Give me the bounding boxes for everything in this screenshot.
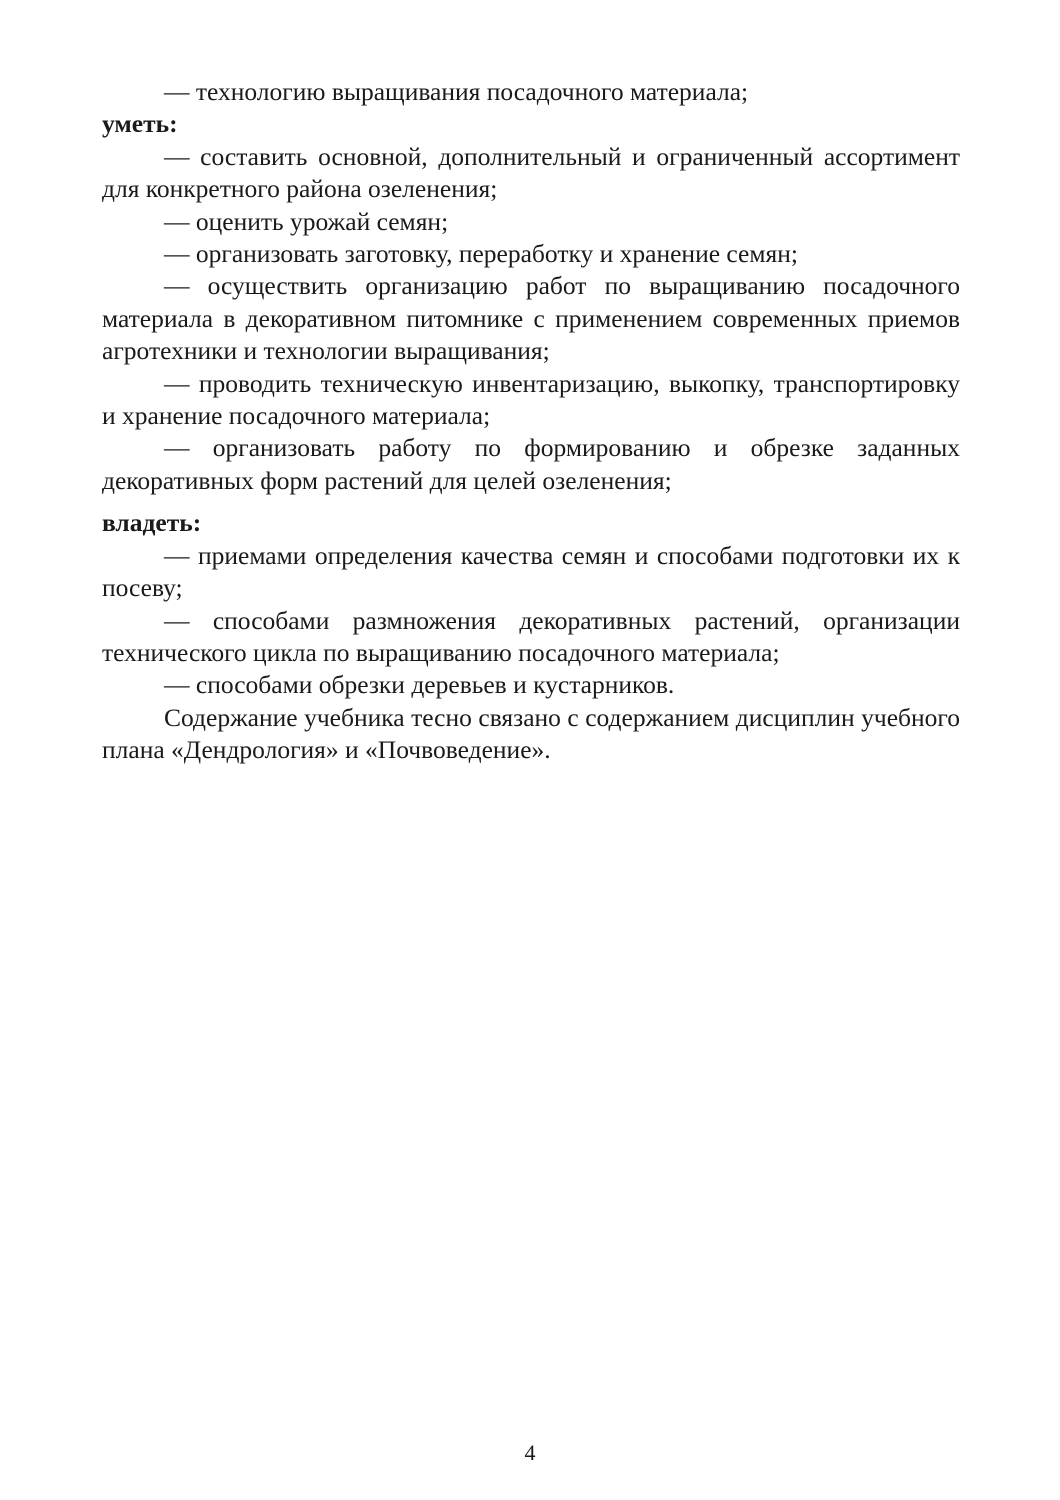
section-heading-umet: уметь: [102, 109, 178, 139]
list-item: — составить основной, дополнительный и ограниченный ассортимент для конкретного района озеленения; [102, 141, 960, 204]
page-number: 4 [524, 1440, 536, 1465]
page-content [102, 76, 960, 767]
list-item: — приемами определения качества семян и способами подготовки их к посеву; [102, 540, 960, 603]
body-paragraph: Содержание учебника тесно связано с содержанием дисциплин учебного плана «Дендрология» и «Почвоведение». [102, 702, 960, 765]
list-item: — оценить урожай семян; [164, 206, 449, 236]
list-item: — организовать заготовку, переработку и хранение семян; [164, 239, 798, 269]
list-item: — организовать работу по формированию и обрезке заданных декоративных форм растений для целей озеленения; [102, 433, 960, 495]
section-heading-vladet: владеть: [102, 508, 202, 538]
list-item: — проводить техническую инвентаризацию, выкопку, транспортировку и хранение посадочного материала; [102, 368, 960, 431]
list-item: — технологию выращивания посадочного материала; [164, 77, 749, 106]
list-item: — осуществить организацию работ по выращиванию посадочного материала в декоративном питомнике с применением современных приемов агротехники и технологии выращивания; [102, 271, 960, 366]
list-item: — способами размножения декоративных растений, организации технического цикла по выращиванию посадочного материала; [102, 605, 960, 667]
list-item: — способами обрезки деревьев и кустарников. [164, 670, 675, 700]
